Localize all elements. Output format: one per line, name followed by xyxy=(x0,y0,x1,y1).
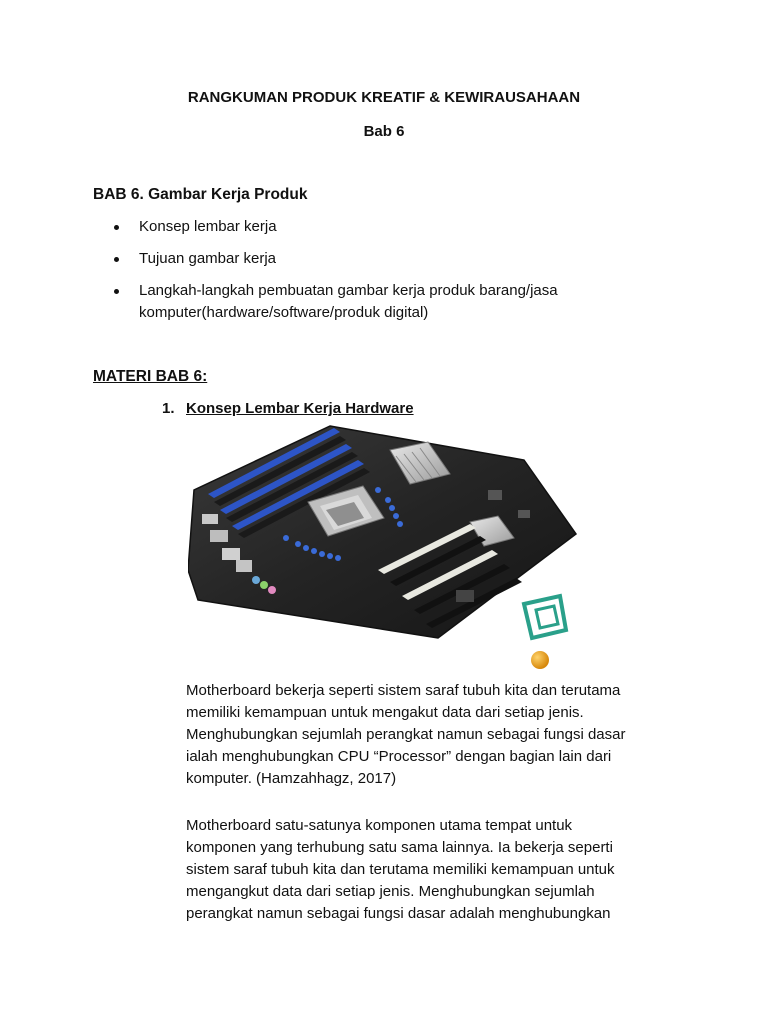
item-number: 1. xyxy=(162,400,175,417)
paragraph-line: komputer. (Hamzahhagz, 2017) xyxy=(186,770,397,787)
motherboard-image xyxy=(188,420,583,682)
list-item-text: Langkah-langkah pembuatan gambar kerja produk barang/jasa xyxy=(139,282,558,299)
list-item-text: komputer(hardware/software/produk digital) xyxy=(139,304,429,321)
numbered-item xyxy=(162,400,414,417)
chapter-heading: BAB 6. Gambar Kerja Produk xyxy=(93,186,308,203)
paragraph-line: perangkat namun sebagai fungsi dasar adalah menghubungkan xyxy=(186,905,611,922)
paragraph-line: Menghubungkan sejumlah perangkat namun sebagai fungsi dasar xyxy=(186,726,626,743)
bullet-icon xyxy=(114,257,119,262)
paragraph-line: sistem saraf tubuh kita dan terutama memiliki kemampuan untuk xyxy=(186,861,615,878)
list-item xyxy=(113,248,673,270)
document-subtitle: Bab 6 xyxy=(363,123,405,140)
list-item xyxy=(113,216,673,238)
bullet-list xyxy=(113,216,673,334)
list-item-text: Tujuan gambar kerja xyxy=(139,250,277,267)
materi-heading: MATERI BAB 6: xyxy=(93,368,208,385)
paragraph-line: mengangkut data dari setiap jenis. Menghubungkan sejumlah xyxy=(186,883,595,900)
paragraph-line: ialah menghubungkan CPU “Processor” dengan bagian lain dari xyxy=(186,748,612,765)
chip xyxy=(518,510,530,518)
paragraph-line: komponen yang terhubung satu sama lainnya. Ia bekerja seperti xyxy=(186,839,613,856)
paragraph xyxy=(186,815,686,925)
chip xyxy=(456,590,474,602)
list-item-text: Konsep lembar kerja xyxy=(139,218,277,235)
item-label: Konsep Lembar Kerja Hardware xyxy=(186,400,414,417)
bullet-icon xyxy=(114,289,119,294)
paragraph-line: Motherboard bekerja seperti sistem saraf tubuh kita dan terutama xyxy=(186,682,621,699)
chip xyxy=(488,490,502,500)
logo-icon xyxy=(524,596,566,669)
bullet-icon xyxy=(114,225,119,230)
paragraph-line: memiliki kemampuan untuk mengakut data dari setiap jenis. xyxy=(186,704,584,721)
paragraph-line: Motherboard satu-satunya komponen utama tempat untuk xyxy=(186,817,573,834)
list-item xyxy=(113,280,673,324)
paragraph xyxy=(186,680,686,790)
document-title: RANGKUMAN PRODUK KREATIF & KEWIRAUSAHAAN xyxy=(187,89,581,106)
